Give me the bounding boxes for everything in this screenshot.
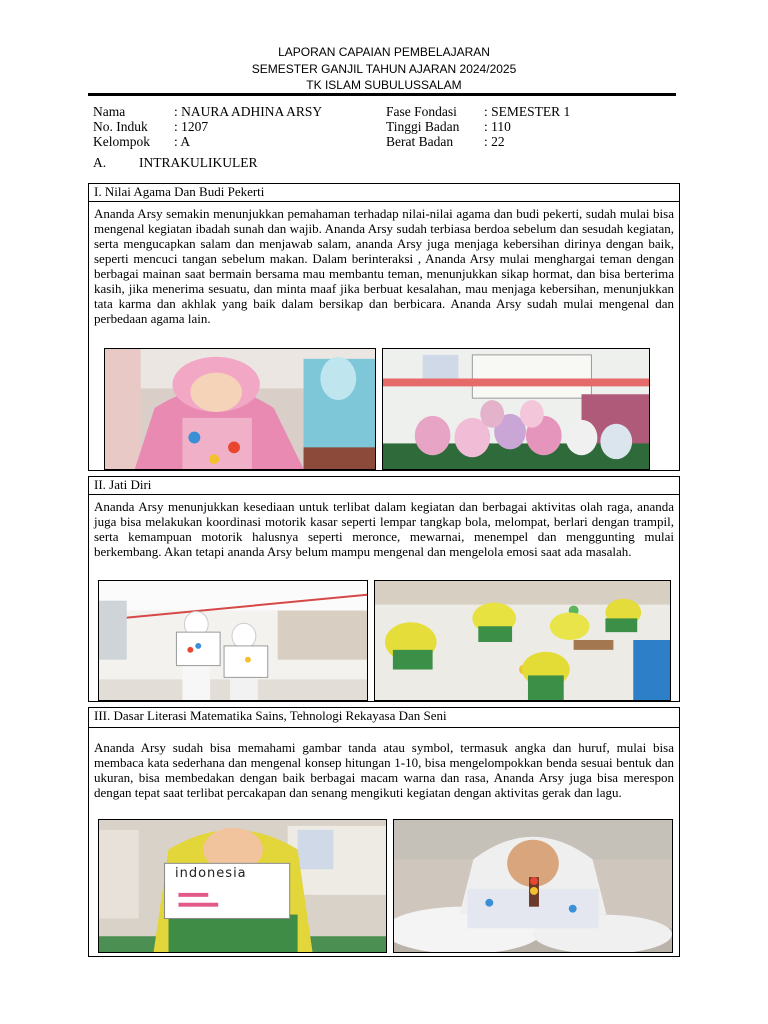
photo-child-beading (393, 819, 673, 953)
photo-child-writing-board (98, 819, 387, 953)
weight-label: Berat Badan (386, 134, 454, 149)
section-a-title: INTRAKULIKULER (139, 155, 258, 170)
phase-label: Fase Fondasi (386, 104, 457, 119)
height-label: Tinggi Badan (386, 119, 460, 134)
report-semester: SEMESTER GANJIL TAHUN AJARAN 2024/2025 (251, 62, 517, 76)
section-a-letter: A. (93, 155, 107, 170)
section-text: Ananda Arsy semakin menunjukkan pemahaman terhadap nilai-nilai agama dan budi pekerti, sudah mulai bisa mengenal kegiatan ibadah sunah dan wajib. Ananda Arsy sudah terbiasa berdoa sebelum dan sesudah kegiatan, serta mengucapkan salam dan menjawab salam, ananda Arsy juga menjaga kebersihan dirinya dengan baik, seperti mencuci tangan sebelum makan. Dalam berinteraksi , Ananda Arsy mulai menghargai teman dengan berbagai mainan saat bermain bersama mau membantu teman, menunjukkan sikap hormat, dan bisa berterima kasih, jika menerima sesuatu, dan minta maaf jika berbuat kesalahan, mau menjaga kebersihan, menunjukkan tata karma dan akhlak yang baik dalam bersikap dan berbicara. Ananda Arsy sudah mulai mengenal dan perbedaan agama lain. (94, 206, 674, 326)
photo-child-praying (104, 348, 376, 470)
name-value: : NAURA ADHINA ARSY (174, 104, 323, 119)
photo-children-crafts (98, 580, 368, 701)
id-value: : 1207 (174, 119, 209, 134)
photo-row-identity (98, 580, 671, 701)
section-title: I. Nilai Agama Dan Budi Pekerti (89, 184, 679, 202)
height-value: : 110 (484, 119, 511, 134)
section-title: II. Jati Diri (89, 477, 679, 495)
report-title: LAPORAN CAPAIAN PEMBELAJARAN (278, 45, 490, 59)
photo-children-playing (374, 580, 671, 701)
section-title: III. Dasar Literasi Matematika Sains, Tehnologi Rekayasa Dan Seni (89, 708, 679, 728)
photo-row-religion (104, 348, 650, 470)
id-label: No. Induk (93, 119, 148, 134)
weight-value: : 22 (484, 134, 505, 149)
header-divider (88, 93, 676, 96)
group-label: Kelompok (93, 134, 150, 149)
photo-class-praying (382, 348, 650, 470)
phase-value: : SEMESTER 1 (484, 104, 571, 119)
section-text: Ananda Arsy sudah bisa memahami gambar tanda atau symbol, termasuk angka dan huruf, mulai bisa membaca kata sederhana dan mengenal konsep hitungan 1-10, bisa mengelompokkan benda sesuai bentuk dan ukuran, bisa membedakan dengan baik berbagai macam warna dan rasa, Ananda Arsy juga bisa merespon dengan tepat saat terlibat percakapan dan senang mengikuti kegiatan dengan aktivitas gerak dan lagu. (94, 740, 674, 800)
section-text: Ananda Arsy menunjukkan kesediaan untuk terlibat dalam kegiatan dan berbagai aktivitas olah raga, ananda juga bisa melakukan koordinasi motorik kasar seperti lempar tangkap bola, melompat, berlari dengan trampil, serta kemampuan motorik halusnya seperti meronce, mewarnai, menempel dan menggunting mulai berkembang. Akan tetapi ananda Arsy belum mampu mengenal dan mengelola emosi saat ada masalah. (94, 499, 674, 559)
school-name: TK ISLAM SUBULUSSALAM (306, 78, 462, 92)
group-value: : A (174, 134, 191, 149)
photo-row-literacy (98, 819, 673, 953)
board-word: indonesia (175, 866, 247, 881)
name-label: Nama (93, 104, 126, 119)
